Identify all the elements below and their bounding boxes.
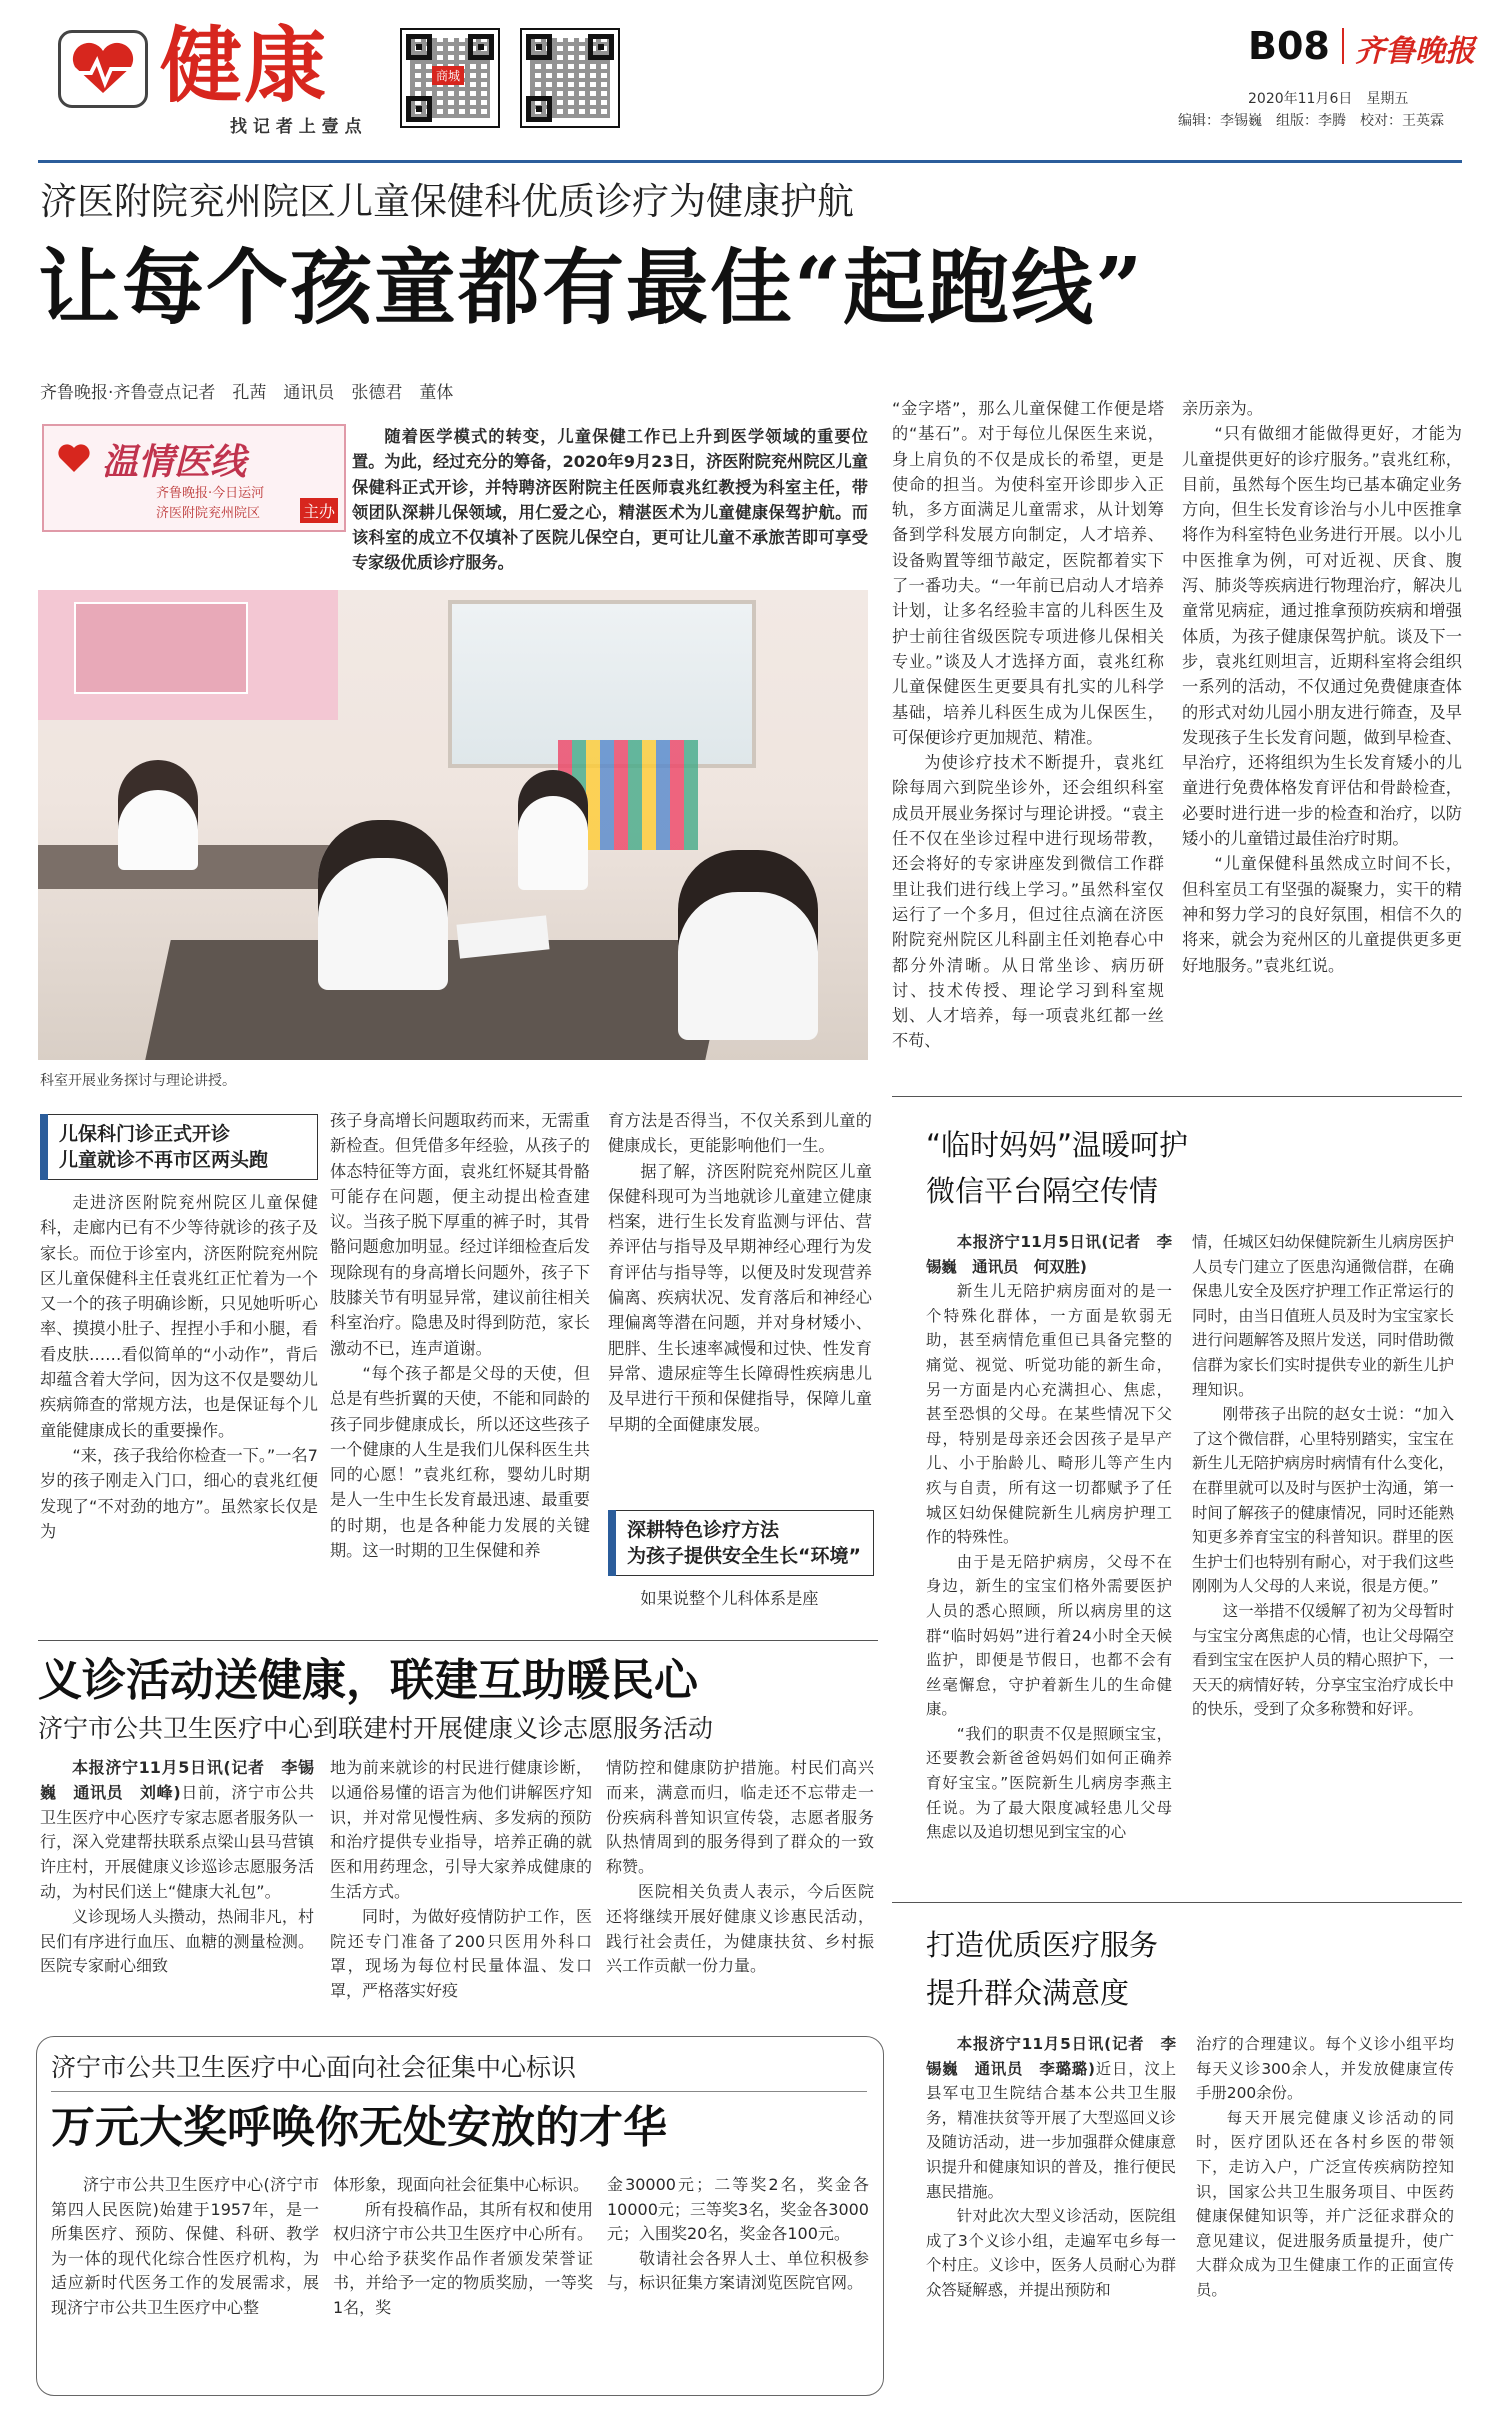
right-story-2-col-a <box>926 2032 1176 2303</box>
right-story-2-headline-1: 打造优质医疗服务 <box>926 1928 1159 1962</box>
right-story-1-col-b-p2: 刚带孩子出院的赵女士说：“加入了这个微信群，心里特别踏实，宝宝在新生儿无陪护病房时病情有什么变化，在群里就可以及时与医护士沟通，第一时间了解孩子的健康情况，同时还能熟知更多养育宝宝的科普知识。群里的医生护士们也特别有耐心，对于我们这些刚刚为人父母的人来说，很是方便。” <box>1192 1405 1454 1596</box>
yizhen-headline: 义诊活动送健康，联建互助暖民心 <box>38 1655 698 1706</box>
yizhen-subhead: 济宁市公共卫生医疗中心到联建村开展健康义诊志愿服务活动 <box>38 1714 714 1743</box>
section-slogan: 找 记 者 上 壹 点 <box>230 117 362 137</box>
lower-left-col-2 <box>330 1108 590 1563</box>
lower-left-col2-p1: 孩子身高增长问题取药而来，无需重新检查。但凭借多年经验，从孩子的体态特征等方面，袁兆红怀疑其骨骼可能存在问题，便主动提出检查建议。当孩子脱下厚重的裤子时，其骨骼问题愈加明显。经过详细检查后发现除现有的身高增长问题外，孩子下肢膝关节有明显异常，建议前往相关科室治疗。隐患及时得到防范，家长激动不已，连声道谢。 <box>330 1111 590 1358</box>
badge-title: 温情医线 <box>102 441 247 483</box>
lead-photo <box>38 590 868 1060</box>
right-story-1-headline-1: “临时妈妈”温暖呵护 <box>926 1128 1189 1162</box>
masthead <box>0 0 1500 150</box>
qr-code-app <box>520 28 620 128</box>
right-story-2-col-a-p2: 针对此次大型义诊活动，医院组成了3个义诊小组，走遍军屯乡每一个村庄。义诊中，医务人员耐心为群众答疑解惑，并提出预防和 <box>926 2207 1176 2299</box>
right-story-1-col-a-p2: 由于是无陪护病房，父母不在身边，新生的宝宝们格外需要医护人员的悉心照顾，所以病房里的这群“临时妈妈”进行着24小时全天候监护，即便是节假日，也都不会有丝毫懈怠，守护着新生儿的生命健康。 <box>926 1552 1172 1719</box>
right-story-2-col-a-p1: 近日，汶上县军屯卫生院结合基本公共卫生服务，精准扶贫等开展了大型巡回义诊及随访活动，进一步加强群众健康意识提升和健康知识的普及，推行便民惠民措施。 <box>926 2059 1176 2201</box>
photo-poster <box>74 602 248 694</box>
lower-left-col1-p1: 走进济医附院兖州院区儿童保健科，走廊内已有不少等待就诊的孩子及家长。而位于诊室内，济医附院兖州院区儿童保健科主任袁兆红正忙着为一个又一个的孩子明确诊断，只见她听听心率、摸摸小肚子、捏捏小手和小腿，看看皮肤……看似简单的“小动作”，背后却蕴含着大学问，因为这不仅是婴幼儿疾病筛查的常规方法，也是保证每个儿童能健康成长的重要操作。 <box>40 1193 318 1440</box>
badge-sub-1: 齐鲁晚报·今日运河 <box>156 486 265 501</box>
subhead-box-1-line-2: 儿童就诊不再市区两头跑 <box>59 1149 269 1171</box>
yizhen-col2-p2: 同时，为做好疫情防护工作，医院还专门准备了200只医用外科口罩，现场为每位村民量体温、发口罩，严格落实好疫 <box>330 1906 592 2001</box>
right-story-1-byline: 本报济宁11月5日讯(记者 李锡巍 通讯员 何双胜) <box>926 1233 1172 1276</box>
notice-col3-p2: 敬请社会各界人士、单位积极参与，标识征集方案请浏览医院官网。 <box>607 2248 869 2293</box>
subhead-box-special-methods <box>608 1510 874 1576</box>
yizhen-col-1 <box>40 1756 314 1979</box>
yizhen-col-3 <box>606 1756 874 1979</box>
lead-column-right-1 <box>892 396 1164 1054</box>
subhead-box-2-line-1: 深耕特色诊疗方法 <box>627 1519 780 1541</box>
yizhen-col1-p2: 义诊现场人头攒动，热闹非凡，村民们有序进行血压、血糖的测量检测。医院专家耐心细致 <box>40 1906 314 1976</box>
right-story-1-col-b-p3: 这一举措不仅缓解了初为父母暂时与宝宝分离焦虑的心情，也让父母隔空看到宝宝在医护人员的精心照护下，一天天的病情好转，分享宝宝治疗成长中的快乐，受到了众多称赞和好评。 <box>1192 1601 1454 1719</box>
notice-kicker: 济宁市公共卫生医疗中心面向社会征集中心标识 <box>51 2053 577 2082</box>
masthead-rule <box>38 160 1462 163</box>
notice-headline: 万元大奖呼唤你无处安放的才华 <box>51 2102 667 2153</box>
yizhen-col3-p2: 医院相关负责人表示，今后医院还将继续开展好健康义诊惠民活动，践行社会责任，为健康扶贫、乡村振兴工作贡献一份力量。 <box>606 1881 874 1976</box>
page-number: B08 <box>1248 24 1330 68</box>
column-badge <box>42 424 346 532</box>
yizhen-col-2 <box>330 1756 592 2004</box>
right-story-2-col-b-p2: 每天开展完健康义诊活动的同时，医疗团队还在各村乡医的带领下，走访入户，广泛宣传疾病防控知识，国家公共卫生服务项目、中医药健康保健知识等，并广泛征求群众的意见建议，促进服务质量提升，使广大群众成为卫生健康工作的正面宣传员。 <box>1196 2108 1454 2299</box>
lower-left-col2-p2: “每个孩子都是父母的天使，但总是有些折翼的天使，不能和同龄的孩子同步健康成长，所以还这些孩子一个健康的人生是我们儿保科医生共同的心愿！”袁兆红称，婴幼儿时期是人一生中生长发育最迅速、最重要的时期，也是各种能力发展的关键期。这一时期的卫生保健和养 <box>330 1363 590 1561</box>
yizhen-col1-p1: 日前，济宁市公共卫生医疗中心医疗专家志愿者服务队一行，深入党建帮扶联系点梁山县马营镇许庄村，开展健康义诊巡诊志愿服务活动，为村民们送上“健康大礼包”。 <box>40 1782 314 1901</box>
right-story-2-col-b-p1: 治疗的合理建议。每个义诊小组平均每天义诊300余人，并发放健康宣传手册200余份。 <box>1196 2035 1454 2103</box>
photo-caption: 科室开展业务探讨与理论讲授。 <box>40 1073 236 1089</box>
notice-box <box>36 2036 884 2396</box>
right-story-2-col-b <box>1196 2032 1454 2303</box>
photo-person-2 <box>518 770 588 890</box>
notice-col3-p1: 金30000元；二等奖2名，奖金各10000元；三等奖3名，奖金各3000元；入围奖20名，奖金各100元。 <box>607 2175 869 2244</box>
notice-col2-p2: 所有投稿作品，其所有权和使用权归济宁市公共卫生医疗中心所有。中心给予获奖作品作者颁发荣誉证书，并给予一定的物质奖励，一等奖1名，奖 <box>333 2199 593 2317</box>
qr-code-label: 商城 <box>432 66 464 85</box>
badge-sub-2: 济医附院兖州院区 <box>156 506 261 521</box>
right-section-rule <box>892 1096 1462 1097</box>
lower-left-col-1 <box>40 1190 318 1544</box>
notice-col-2 <box>333 2173 593 2321</box>
lead-intro-text: 随着医学模式的转变，儿童保健工作已上升到医学领域的重要位置。为此，经过充分的筹备，2020年9月23日，济医附院兖州院区儿童保健科正式开诊，并特聘济医附院主任医师袁兆红教授为科室主任，带领团队深耕儿保领域，用仁爱之心，精湛医术为儿童健康保驾护航。而该科室的成立不仅填补了医院儿保空白，更可让儿童不承旅苦即可享受专家级优质诊疗服务。 <box>352 427 868 573</box>
right-story-2-byline: 本报济宁11月5日讯(记者 李锡巍 通讯员 李璐璐) <box>926 2035 1176 2078</box>
section-title: 健康 <box>160 18 329 114</box>
right-story-2-headline-2: 提升群众满意度 <box>926 1976 1130 2010</box>
heart-badge-icon <box>56 440 92 476</box>
qr-code-mall <box>400 28 500 128</box>
right-story-1-col-b <box>1192 1230 1454 1722</box>
notice-rule <box>51 2091 867 2092</box>
yizhen-byline: 本报济宁11月5日讯(记者 李锡巍 通讯员 刘峰) <box>40 1758 314 1802</box>
paper-name: 齐鲁晚报 <box>1355 34 1475 69</box>
lower-left-col3-p2: 据了解，济医附院兖州院区儿童保健科现可为当地就诊儿童建立健康档案，进行生长发育监测与评估、营养评估与指导及早期神经心理行为发育评估与指导等，以便及时发现营养偏离、疾病状况、发育落后和神经心理偏离等潜在问题，并对身材矮小、肥胖、生长速率减慢和过快、性发育异常、遗尿症等生长障碍性疾病患儿及早进行干预和保健指导，保障儿童早期的全面健康发展。 <box>608 1161 872 1434</box>
issue-date: 2020年11月6日 星期五 <box>1248 91 1409 107</box>
lower-left-col3-p3: 如果说整个儿科体系是座 <box>640 1589 819 1608</box>
subhead-box-1-line-1: 儿保科门诊正式开诊 <box>59 1123 231 1145</box>
lower-left-col-3 <box>608 1108 872 1437</box>
right-story-2-rule <box>892 1902 1462 1903</box>
lead-kicker: 济医附院兖州院区儿童保健科优质诊疗为健康护航 <box>40 180 854 223</box>
editor-credits: 编辑：李锡巍 组版：李腾 校对：王英霖 <box>1178 113 1444 129</box>
yizhen-top-rule <box>38 1640 878 1641</box>
notice-col1-p1: 济宁市公共卫生医疗中心(济宁市第四人民医院)始建于1957年，是一所集医疗、预防、保健、科研、教学为一体的现代化综合性医疗机构，为适应新时代医务工作的发展需求，展现济宁市公共卫生医疗中心整 <box>51 2175 319 2317</box>
lead-col-r2-p3: “儿童保健科虽然成立时间不长，但科室员工有坚强的凝聚力，实干的精神和努力学习的良好氛围，相信不久的将来，就会为兖州区的儿童提供更多更好地服务。”袁兆红说。 <box>1182 854 1462 975</box>
lower-left-col-3-tail <box>608 1586 872 1611</box>
yizhen-col3-p1: 情防控和健康防护措施。村民们高兴而来，满意而归，临走还不忘带走一份疾病科普知识宣传袋，志愿者服务队热情周到的服务得到了群众的一致称赞。 <box>606 1758 874 1877</box>
lead-col-r2-p1: 亲历亲为。 <box>1182 399 1263 418</box>
lead-col-r2-p2: “只有做细才能做得更好，才能为儿童提供更好的诊疗服务。”袁兆红称，目前，虽然每个医生均已基本确定业务方向，但生长发育诊治与小儿中医推拿将作为科室特色业务进行开展。以小儿中医推拿为例，可对近视、厌食、腹泻、肺炎等疾病进行物理治疗，解决儿童常见病症，通过推拿预防疾病和增强体质，为孩子健康保驾护航。谈及下一步，袁兆红则坦言，近期科室将会组织一系列的活动，不仅通过免费健康查体的形式对幼儿园小朋友进行筛查，及早发现孩子生长发育问题，做到早检查、早治疗，还将组织为生长发育矮小的儿童进行免费体格发育评估和骨龄检查，必要时进行进一步的检查和治疗，以防矮小的儿童错过最佳治疗时期。 <box>1182 424 1462 849</box>
right-story-1-col-a-p3: “我们的职责不仅是照顾宝宝，还要教会新爸爸妈妈们如何正确养育好宝宝。”医院新生儿病房李燕主任说。为了最大限度减轻患儿父母焦虑以及追切想见到宝宝的心 <box>926 1724 1172 1842</box>
notice-col-3 <box>607 2173 869 2296</box>
lead-intro <box>352 424 868 576</box>
masthead-divider <box>1342 28 1344 64</box>
notice-col2-p1: 体形象，现面向社会征集中心标识。 <box>333 2175 590 2194</box>
lead-column-right-2 <box>1182 396 1462 978</box>
lead-col-r1-p2: 为使诊疗技术不断提升，袁兆红除每周六到院坐诊外，还会组织科室成员开展业务探讨与理论讲授。“袁主任不仅在坐诊过程中进行现场带教，还会将好的专家讲座发到微信工作群里让我们进行线上学习。”虽然科室仅运行了一个多月，但过往点滴在济医附院兖州院区儿科副主任刘艳春心中都分外清晰。从日常坐诊、病历研讨、技术传授、理论学习到科室规划、人才培养，每一项袁兆红都一丝不苟、 <box>892 753 1164 1051</box>
badge-host: 主办 <box>300 498 338 523</box>
lead-col-r1-p1: “金字塔”，那么儿童保健工作便是塔的“基石”。对于每位儿保医生来说，身上肩负的不仅是成长的希望，更是使命的担当。为使科室开诊即步入正轨，多方面满足儿童需求，从计划筹备到学科发展方向制定，人才培养、设备购置等细节敲定，医院都着实下了一番功夫。“一年前已启动人才培养计划，让多名经验丰富的儿科医生及护士前往省级医院专项进修儿保相关专业。”谈及人才选择方面，袁兆红称儿童保健医生更要具有扎实的儿科学基础，培养儿科医生成为儿保医生，可保便诊疗更加规范、精准。 <box>892 399 1164 747</box>
right-story-1-col-a-p1: 新生儿无陪护病房面对的是一个特殊化群体，一方面是软弱无助，甚至病情危重但已具备完整的痛觉、视觉、听觉功能的新生命，另一方面是内心充满担心、焦虑，甚至恐惧的父母。在某些情况下父母，特别是母亲还会因孩子是早产儿、小于胎龄儿、畸形儿等产生内疚与自责，所有这一切都赋予了任城区妇幼保健院新生儿病房护理工作的特殊性。 <box>926 1282 1172 1547</box>
lead-byline: 齐鲁晚报·齐鲁壹点记者 孔茜 通讯员 张德君 董体 <box>40 383 454 403</box>
notice-col-1 <box>51 2173 319 2321</box>
photo-person-3 <box>318 820 448 990</box>
photo-person-1 <box>118 760 198 870</box>
subhead-box-2-line-2: 为孩子提供安全生长“环境” <box>627 1545 861 1567</box>
right-story-1-col-b-p1: 情，任城区妇幼保健院新生儿病房医护人员专门建立了医患沟通微信群，在确保患儿安全及医疗护理工作正常运行的同时，由当日值班人员及时为宝宝家长进行问题解答及照片发送，同时借助微信群为家长们实时提供专业的新生儿护理知识。 <box>1192 1233 1454 1399</box>
yizhen-col2-p1: 地为前来就诊的村民进行健康诊断，以通俗易懂的语言为他们讲解医疗知识，并对常见慢性病、多发病的预防和治疗提供专业指导，培养正确的就医和用药理念，引导大家养成健康的生活方式。 <box>330 1758 592 1901</box>
lower-left-col3-p1: 育方法是否得当，不仅关系到儿童的健康成长，更能影响他们一生。 <box>608 1111 872 1156</box>
heart-logo-icon <box>58 30 148 108</box>
lower-left-col1-p2: “来，孩子我给你检查一下。”一名7岁的孩子刚走入门口，细心的袁兆红便发现了“不对劲的地方”。虽然家长仅是为 <box>40 1445 318 1541</box>
right-story-1-col-a <box>926 1230 1172 1845</box>
subhead-box-clinic-open <box>40 1114 318 1180</box>
lead-headline: 让每个孩童都有最佳“起跑线” <box>38 240 1145 336</box>
photo-person-4 <box>678 850 818 1040</box>
right-story-1-headline-2: 微信平台隔空传情 <box>926 1174 1159 1208</box>
